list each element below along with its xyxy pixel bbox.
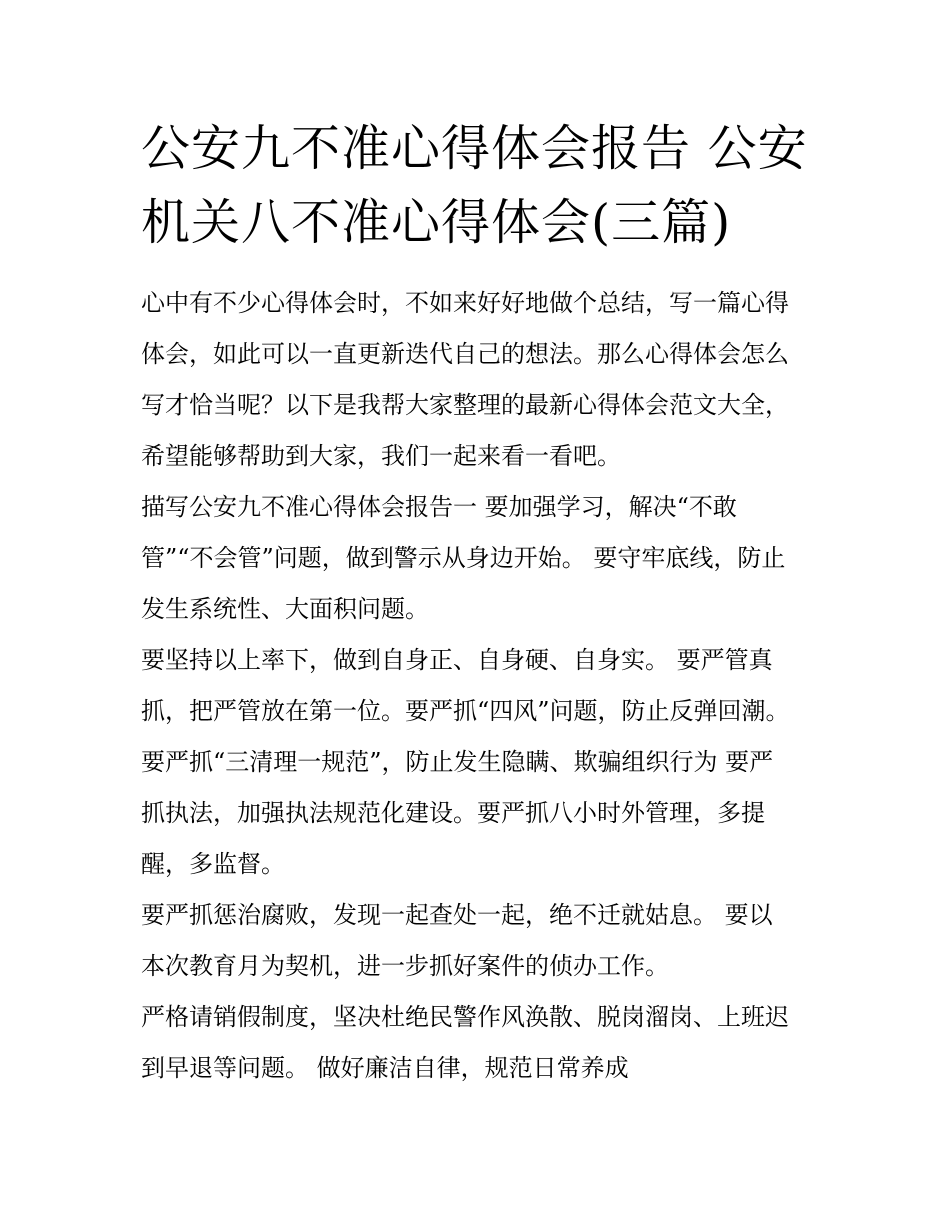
body-line: 要严抓“三清理一规范”，防止发生隐瞒、欺骗组织行为 要严 [141, 748, 774, 776]
body-line: 写才恰当呢？以下是我帮大家整理的最新心得体会范文大全， [141, 391, 789, 419]
body-line: 希望能够帮助到大家，我们一起来看一看吧。 [141, 442, 621, 470]
body-line: 要严抓惩治腐败，发现一起查处一起，绝不迁就姑息。 要以 [141, 901, 773, 929]
body-line: 本次教育月为契机，进一步抓好案件的侦办工作。 [141, 952, 669, 980]
title-line: 机关八不准心得体会(三篇) [141, 194, 732, 251]
body-line: 心中有不少心得体会时，不如来好好地做个总结，写一篇心得 [141, 289, 789, 317]
title-line: 公安九不准心得体会报告 公安 [141, 120, 808, 177]
document-title [141, 112, 841, 260]
body-line: 描写公安九不准心得体会报告一 要加强学习，解决“不敢 [141, 493, 737, 521]
body-line: 管”“不会管”问题，做到警示从身边开始。 要守牢底线，防止 [141, 544, 786, 572]
body-line: 体会，如此可以一直更新迭代自己的想法。那么心得体会怎么 [141, 340, 789, 368]
body-line: 要坚持以上率下，做到自身正、自身硬、自身实。 要严管真 [141, 646, 773, 674]
body-line: 抓，把严管放在第一位。要严抓“四风”问题，防止反弹回潮。 [141, 697, 790, 725]
document-body [141, 278, 831, 1094]
body-line: 发生系统性、大面积问题。 [141, 595, 429, 623]
body-line: 抓执法，加强执法规范化建设。要严抓八小时外管理，多提 [141, 799, 765, 827]
body-line: 到早退等问题。 做好廉洁自律，规范日常养成 [141, 1054, 629, 1082]
body-line: 严格请销假制度，坚决杜绝民警作风涣散、脱岗溜岗、上班迟 [141, 1003, 789, 1031]
body-line: 醒，多监督。 [141, 850, 285, 878]
